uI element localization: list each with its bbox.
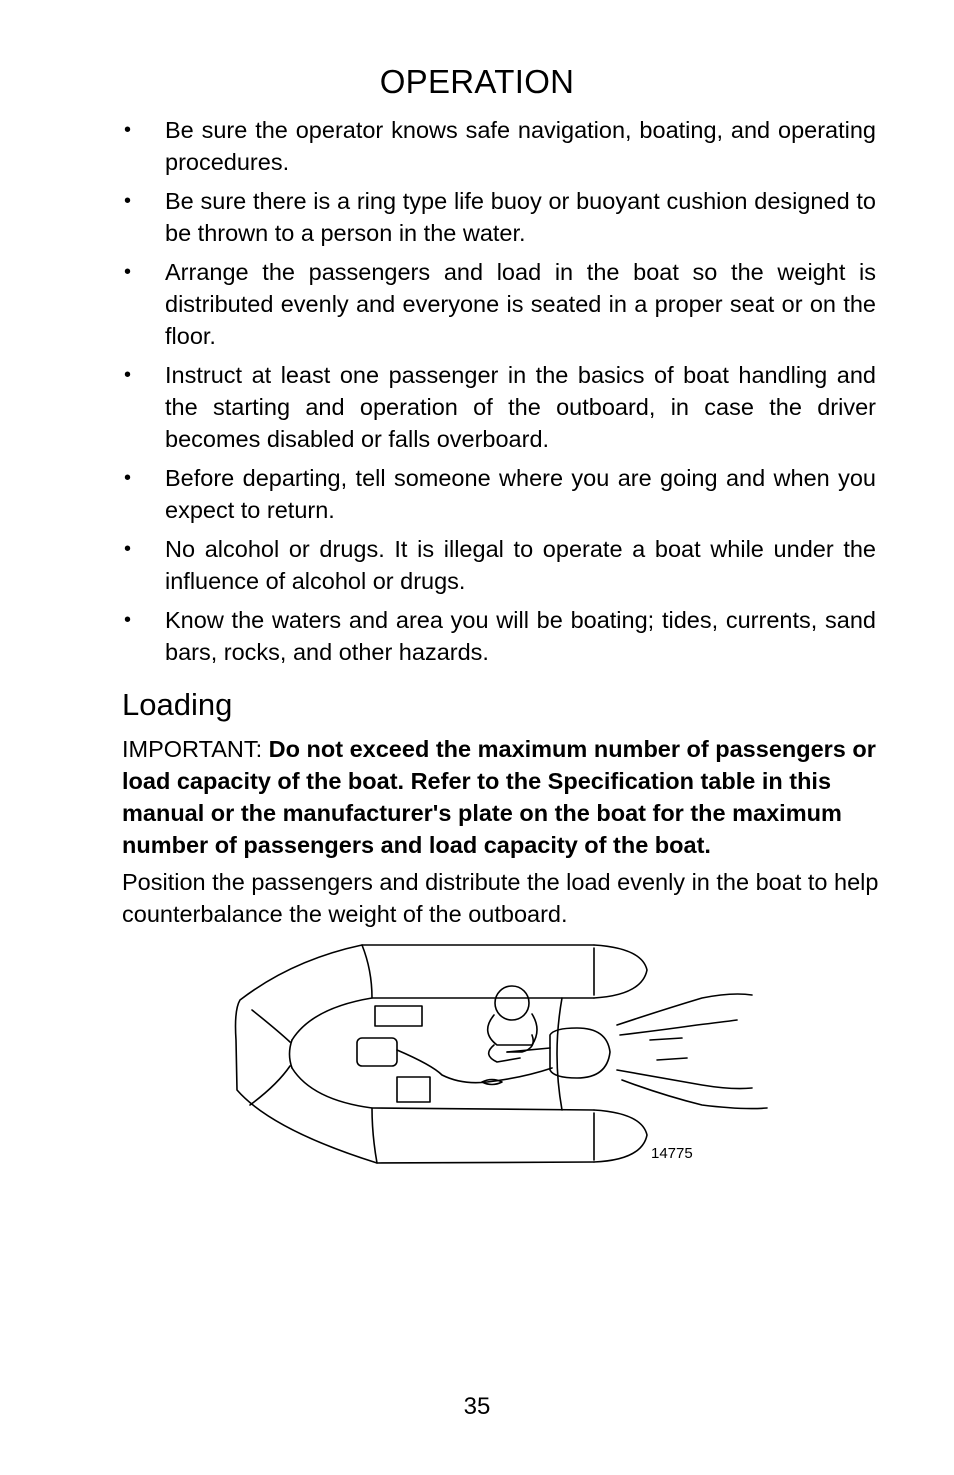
page-title: OPERATION [379,63,575,100]
cargo-box [397,1077,430,1102]
bullet-icon: • [124,364,132,386]
safety-checklist [122,114,876,675]
tube-seam [372,1108,377,1163]
transom [557,998,562,1110]
list-item-text: Be sure there is a ring type life buoy or buoyant cushion designed to be thrown to a person in the water. [165,188,876,246]
starboard-tube-inner [292,998,594,1040]
bow-inner-curve [290,1040,293,1068]
important-text: Do not exceed the maximum number of passengers or load capacity of the boat. Refer to the Specification table in this manual or the manufacturer's plate on the boat for the maximum number of passengers and load capacity of the boat. [122,736,876,858]
list-item-text: Arrange the passengers and load in the boat so the weight is distributed evenly and everyone is seated in a proper seat or on the floor. [165,259,876,349]
page-number: 35 [463,1393,491,1420]
bullet-icon: • [124,538,132,560]
operator-body [488,1014,537,1045]
list-item-text: Instruct at least one passenger in the basics of boat handling and the starting and operation of the outboard, in case the driver becomes disabled or falls overboard. [165,362,876,452]
bullet-icon: • [124,609,132,631]
list-item-text: Know the waters and area you will be boating; tides, currents, sand bars, rocks, and other hazards. [165,607,876,665]
list-item-text: Before departing, tell someone where you are going and when you expect to return. [165,465,876,523]
bullet-icon: • [124,261,132,283]
list-item-text: No alcohol or drugs. It is illegal to operate a boat while under the influence of alcohol or drugs. [165,536,876,594]
port-tube-end [594,1110,647,1162]
list-item [122,114,876,178]
figure-number: 14775 [651,1145,693,1162]
starboard-tube-end [594,945,647,998]
bow-seam [252,1010,290,1042]
bullet-icon: • [124,190,132,212]
list-item-text: Be sure the operator knows safe navigation, boating, and operating procedures. [165,117,876,175]
cargo-box [375,1006,422,1026]
wake-line [650,1038,682,1040]
tube-seam [362,945,372,998]
wake-line [620,1020,737,1035]
important-label: IMPORTANT: [122,736,269,762]
wake-line [657,1058,687,1060]
list-item [122,533,876,597]
fuel-tank [357,1038,397,1066]
operator-head [495,986,529,1020]
loading-instructions: Position the passengers and distribute the load evenly in the boat to help counterbalance the weight of the outboard. [122,869,879,927]
list-item [122,185,876,249]
boat-loading-illustration [232,940,777,1170]
list-item [122,604,876,668]
bullet-icon: • [124,119,132,141]
list-item [122,256,876,352]
port-tube-inner [292,1068,594,1110]
outboard-motor [550,1028,610,1078]
section-heading-loading: Loading [122,687,233,722]
list-item [122,462,876,526]
important-notice [122,733,885,861]
bow-seam [250,1066,290,1105]
operator-leg [489,1045,520,1062]
bullet-icon: • [124,467,132,489]
list-item [122,359,876,455]
